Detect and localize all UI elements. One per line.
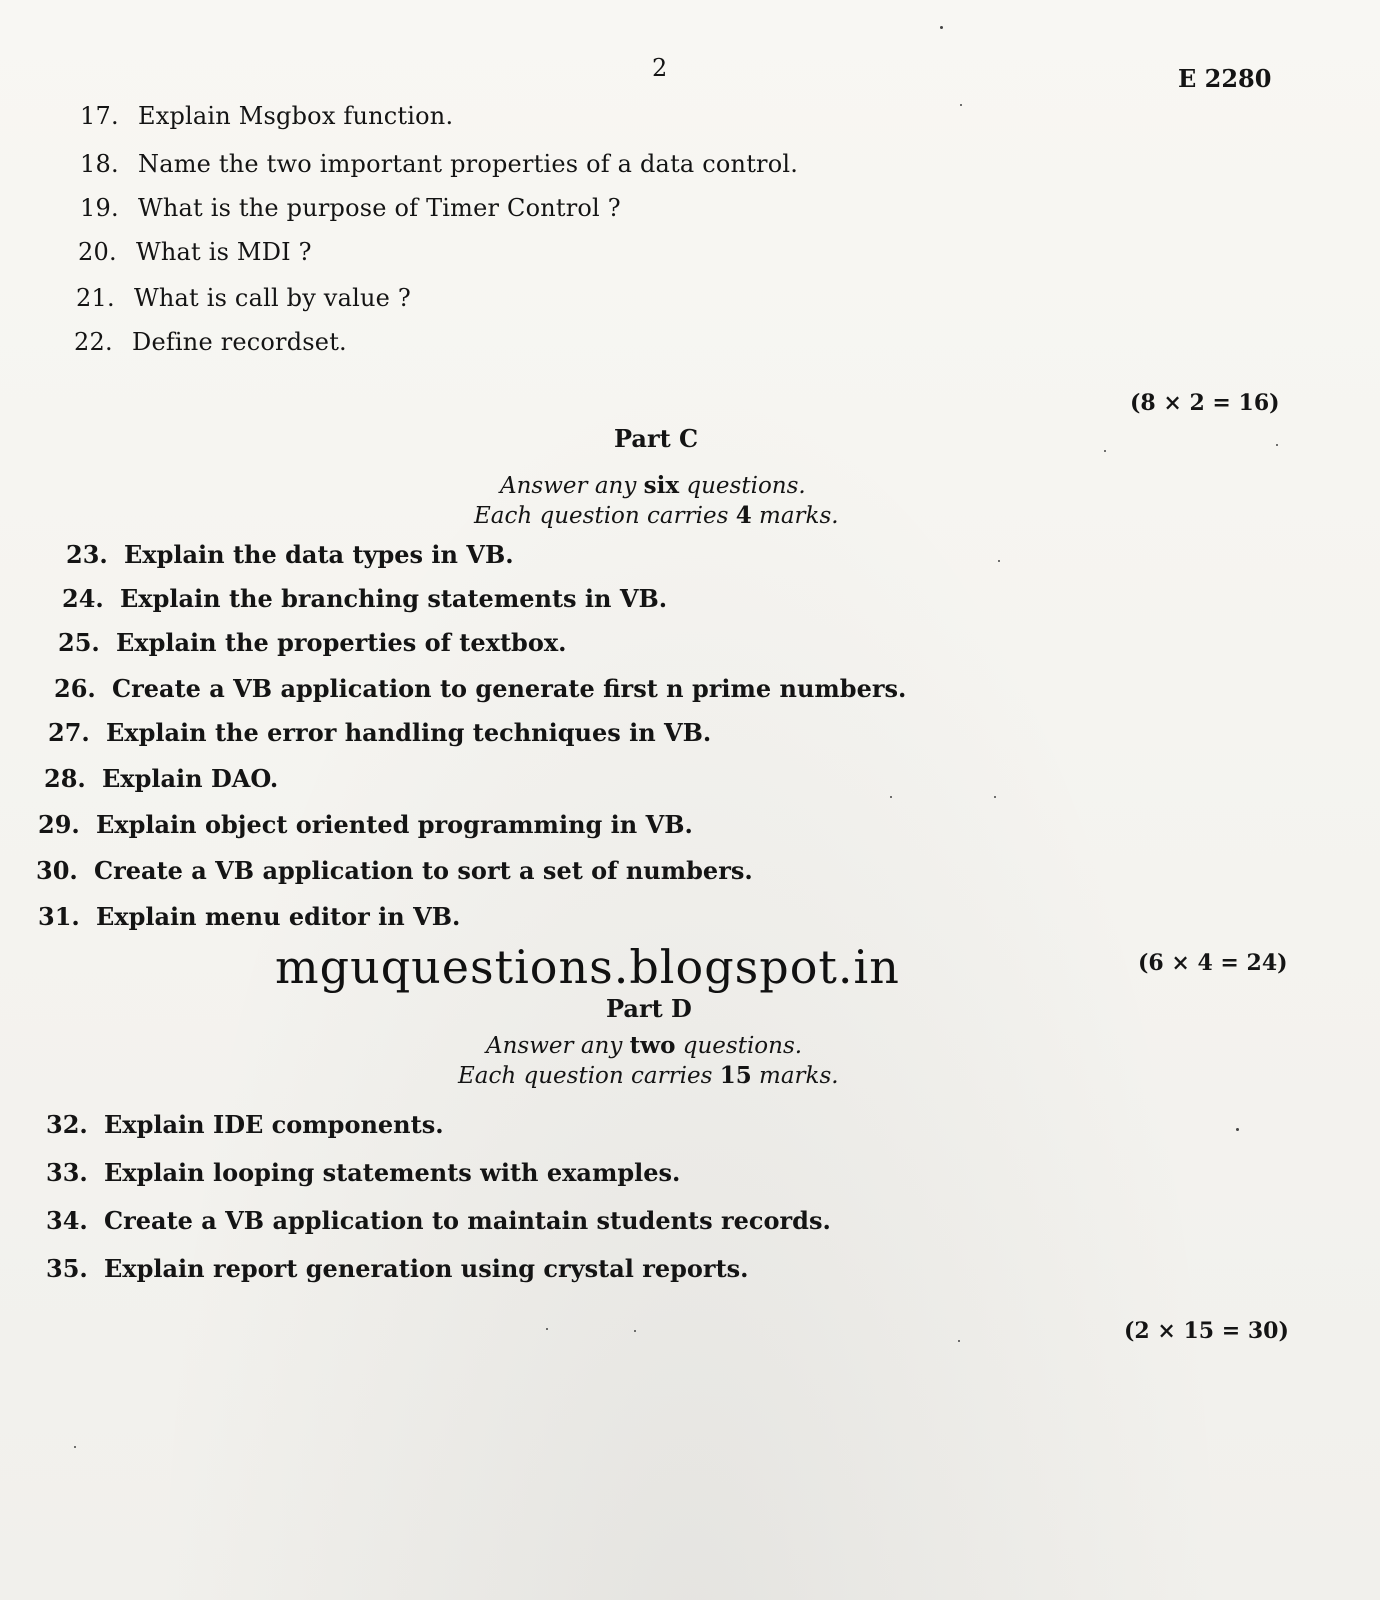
question-number: 24. bbox=[62, 584, 104, 613]
part-c-instruction-1: Answer any six questions. bbox=[500, 472, 806, 499]
page-number: 2 bbox=[652, 54, 668, 82]
scan-speck bbox=[1236, 1128, 1239, 1131]
question-text: Explain the error handling techniques in VB. bbox=[106, 718, 712, 747]
question-text: Define recordset. bbox=[132, 328, 347, 356]
question-text: Explain looping statements with examples. bbox=[104, 1158, 681, 1187]
question-number: 32. bbox=[46, 1110, 88, 1139]
question-number: 22. bbox=[74, 328, 113, 356]
question-number: 19. bbox=[80, 194, 119, 222]
question-text: Explain object oriented programming in VB. bbox=[96, 810, 693, 839]
scan-speck bbox=[994, 796, 996, 798]
question-number: 31. bbox=[38, 902, 80, 931]
question-text: Explain IDE components. bbox=[104, 1110, 444, 1139]
question-text: Explain the data types in VB. bbox=[124, 540, 514, 569]
part-d-marks: (2 × 15 = 30) bbox=[1124, 1318, 1289, 1344]
question-number: 35. bbox=[46, 1254, 88, 1283]
question-34 bbox=[46, 1206, 831, 1235]
question-29 bbox=[38, 810, 693, 839]
question-text: Create a VB application to sort a set of numbers. bbox=[94, 856, 753, 885]
part-c-marks: (6 × 4 = 24) bbox=[1138, 950, 1288, 976]
question-number: 27. bbox=[48, 718, 90, 747]
question-number: 33. bbox=[46, 1158, 88, 1187]
part-d-title: Part D bbox=[606, 994, 692, 1023]
scan-speck bbox=[546, 1328, 548, 1330]
question-19 bbox=[80, 194, 621, 222]
scan-speck bbox=[890, 796, 892, 798]
question-24 bbox=[62, 584, 667, 613]
part-c-marks-each: 4 bbox=[735, 502, 752, 529]
question-17 bbox=[80, 102, 453, 130]
scan-speck bbox=[998, 560, 1000, 562]
question-23 bbox=[66, 540, 514, 569]
question-text: What is call by value ? bbox=[134, 284, 411, 312]
scan-speck bbox=[960, 104, 962, 106]
question-27 bbox=[48, 718, 711, 747]
question-text: Explain Msgbox function. bbox=[138, 102, 454, 130]
question-text: Create a VB application to generate first n prime numbers. bbox=[112, 674, 907, 703]
scan-speck bbox=[1104, 450, 1106, 452]
paper-code: E 2280 bbox=[1178, 64, 1272, 93]
scan-speck bbox=[1276, 444, 1278, 446]
question-text: Explain menu editor in VB. bbox=[96, 902, 461, 931]
question-text: What is the purpose of Timer Control ? bbox=[138, 194, 621, 222]
question-number: 29. bbox=[38, 810, 80, 839]
part-c-title: Part C bbox=[614, 424, 699, 453]
question-number: 20. bbox=[78, 238, 117, 266]
scan-speck bbox=[74, 1446, 76, 1448]
part-d-marks-each: 15 bbox=[719, 1062, 752, 1089]
question-20 bbox=[78, 238, 312, 266]
question-number: 26. bbox=[54, 674, 96, 703]
question-30 bbox=[36, 856, 753, 885]
question-number: 34. bbox=[46, 1206, 88, 1235]
question-28 bbox=[44, 764, 278, 793]
scan-speck bbox=[634, 1330, 636, 1332]
question-32 bbox=[46, 1110, 444, 1139]
question-text: Explain report generation using crystal reports. bbox=[104, 1254, 749, 1283]
question-number: 28. bbox=[44, 764, 86, 793]
question-text: Explain DAO. bbox=[102, 764, 279, 793]
scan-speck bbox=[958, 1340, 960, 1342]
question-number: 18. bbox=[80, 150, 119, 178]
question-18 bbox=[80, 150, 798, 178]
question-35 bbox=[46, 1254, 749, 1283]
part-d-instruction-1: Answer any two questions. bbox=[486, 1032, 803, 1059]
question-31 bbox=[38, 902, 460, 931]
part-d-count: two bbox=[629, 1032, 676, 1059]
question-text: Create a VB application to maintain students records. bbox=[104, 1206, 831, 1235]
question-text: Explain the branching statements in VB. bbox=[120, 584, 668, 613]
scan-speck bbox=[940, 26, 943, 29]
question-25 bbox=[58, 628, 567, 657]
part-d-instruction-2: Each question carries 15 marks. bbox=[458, 1062, 839, 1089]
part-c-instruction-2: Each question carries 4 marks. bbox=[474, 502, 839, 529]
part-c-count: six bbox=[643, 472, 680, 499]
question-22 bbox=[74, 328, 347, 356]
question-number: 23. bbox=[66, 540, 108, 569]
watermark-text: mguquestions.blogspot.in bbox=[275, 940, 900, 994]
question-text: Explain the properties of textbox. bbox=[116, 628, 567, 657]
question-number: 17. bbox=[80, 102, 119, 130]
question-text: Name the two important properties of a data control. bbox=[138, 150, 799, 178]
question-number: 25. bbox=[58, 628, 100, 657]
question-26 bbox=[54, 674, 906, 703]
part-b-marks: (8 × 2 = 16) bbox=[1130, 390, 1280, 416]
question-33 bbox=[46, 1158, 680, 1187]
question-text: What is MDI ? bbox=[136, 238, 312, 266]
question-number: 30. bbox=[36, 856, 78, 885]
question-21 bbox=[76, 284, 411, 312]
question-number: 21. bbox=[76, 284, 115, 312]
